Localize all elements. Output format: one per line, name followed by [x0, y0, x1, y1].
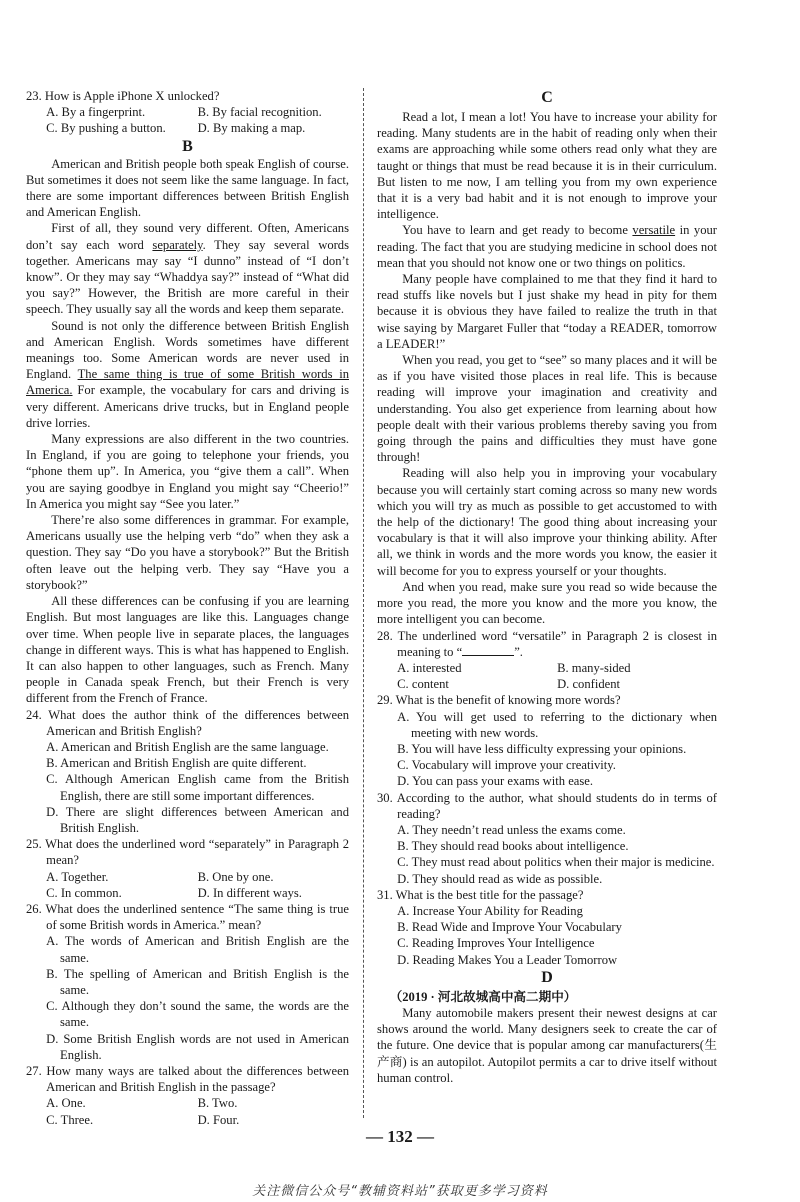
text-run: ”. — [514, 644, 523, 659]
option-d: D. You can pass your exams with ease. — [397, 774, 594, 789]
passage-paragraph: There’re also some differences in grammar. For example, Americans usually use the helping verb “do” when they ask a question. They say “Do you have a storybook?” But the British often leave out the helping verb. They say “Have you a storybook?” — [26, 513, 349, 592]
passage-paragraph: American and British people both speak English of course. But sometimes it does not seem like the same language. In fact, there are some important differences between British English and American English. — [26, 156, 349, 220]
text-run: in your reading. The fact that you are studying medicine in school does not mean that you should not know one or two things on politics. — [377, 223, 717, 270]
option-c: C. Although American English came from the British English, there are still some important differences. — [46, 772, 349, 803]
option-d: D. In different ways. — [197, 885, 302, 900]
text-run: First of all, they sound very different. Often, Americans don’t say each word — [26, 221, 349, 252]
passage-paragraph — [26, 220, 349, 317]
question-stem: 31. What is the best title for the passage? — [377, 887, 584, 902]
option-b: B. You will have less difficulty expressing your opinions. — [397, 741, 687, 756]
passage-b — [26, 156, 349, 707]
question-stem: 23. How is Apple iPhone X unlocked? — [26, 89, 220, 103]
option-b: B. Two. — [197, 1096, 238, 1111]
text-run: For example, the vocabulary for cars and driving is very different. Americans drive trucks, but in England people drive lorries. — [26, 383, 349, 430]
section-heading-b: B — [182, 137, 193, 155]
passage-paragraph — [26, 318, 349, 431]
option-b: B. many-sided — [557, 660, 631, 675]
passage-paragraph: All these differences can be confusing if you are learning English. But most languages are like this. Languages change over time. When people live in separate places, the languages change in different ways. This is what has happened to English. It can also happen to other languages, such as French. Many people in Canada speak French, but their French is very different from the French of France. — [26, 594, 349, 706]
option-d: D. confident — [557, 677, 621, 692]
passage-paragraph: Many automobile makers present their newest designs at car shows around the world. Many designers seek to create the car of the future. One device that is popular among car manufacturers(生产商) is an autopilot. Autopilot permits a car to drive itself without human control. — [377, 1005, 717, 1085]
option-c: C. Reading Improves Your Intelligence — [397, 936, 595, 951]
passage-paragraph: And when you read, make sure you read so wide because the more you read, the more you know and the more you know, the more intelligent you can become. — [377, 579, 717, 627]
question-24 — [26, 707, 349, 837]
text-run: Sound is not only the difference between British English and American English. Words sometimes have different meanings too. Some American words are never used in England. — [26, 318, 349, 382]
option-grid — [26, 1095, 349, 1127]
option-c: C. They must read about politics when their major is medicine. — [397, 855, 715, 870]
question-stem: 26. What does the underlined sentence “The same thing is true of some British words in America.” mean? — [26, 901, 349, 933]
left-column — [26, 88, 349, 1128]
option-a: A. The words of American and British English are the same. — [46, 934, 349, 965]
answer-blank — [462, 644, 514, 656]
question-25 — [26, 836, 349, 901]
option-c: C. Vocabulary will improve your creativity. — [397, 758, 616, 773]
section-heading-d: D — [541, 968, 553, 986]
option-a: A. You will get used to referring to the dictionary when meeting with new words. — [397, 709, 717, 740]
passage-paragraph: When you read, you get to “see” so many places and it will be as if you have visited those places in real life. This is because reading will improve your imagination and creativity and understanding. You also get experience from learning about how people dealt with their various problems thereby saving you from going through the pains and difficulties they must have gone through! — [377, 353, 717, 465]
option-a: A. They needn’t read unless the exams come. — [397, 822, 626, 837]
question-23 — [26, 88, 349, 137]
option-b: B. They should read books about intelligence. — [397, 839, 629, 854]
option-a: A. One. — [46, 1096, 86, 1111]
option-c: C. Although they don’t sound the same, the words are the same. — [46, 999, 349, 1030]
passage-paragraph: Many people have complained to me that they find it hard to read stuffs like novels but I just shake my head in pity for them because it is obvious they have failed to realize the truth in that wise saying by Margaret Fuller that “today a READER, tomorrow a LEADER!” — [377, 272, 717, 351]
question-27 — [26, 1063, 349, 1128]
option-c: C. By pushing a button. — [46, 121, 166, 136]
option-d: D. Reading Makes You a Leader Tomorrow — [397, 952, 618, 967]
option-grid — [26, 104, 349, 136]
option-b: B. One by one. — [197, 869, 274, 884]
question-29 — [377, 692, 717, 789]
underlined-sentence: The same thing is true of some British words in America. — [26, 367, 349, 398]
question-stem: 30. According to the author, what should students do in terms of reading? — [377, 790, 717, 821]
question-stem — [377, 628, 717, 660]
option-grid — [26, 869, 349, 901]
text-run: You have to learn and get ready to become — [402, 223, 633, 238]
option-c: C. content — [397, 677, 449, 692]
underlined-word: versatile — [632, 223, 676, 238]
question-30 — [377, 790, 717, 887]
question-31 — [377, 887, 717, 968]
option-a: A. interested — [397, 660, 462, 675]
question-26 — [26, 901, 349, 1063]
option-a: A. Together. — [46, 869, 109, 884]
question-stem: 27. How many ways are talked about the differences between American and British English in the passage? — [26, 1063, 349, 1095]
option-c: C. In common. — [46, 885, 122, 900]
option-b: B. By facial recognition. — [197, 105, 322, 120]
underlined-word: separately — [152, 237, 203, 252]
option-d: D. Four. — [197, 1112, 240, 1127]
option-d: D. They should read as wide as possible. — [397, 871, 603, 886]
option-b: B. The spelling of American and British English is the same. — [46, 966, 349, 997]
option-a: A. Increase Your Ability for Reading — [397, 903, 583, 918]
passage-paragraph: Many expressions are also different in the two countries. In England, if you are going to telephone your friends, you “phone them up”. In America, you “give them a call”. When you are saying goodbye in England you might say “Cheerio!” In America you might say “See you later.” — [26, 432, 349, 511]
option-a: A. By a fingerprint. — [46, 105, 146, 120]
option-d: D. Some British English words are not used in American English. — [46, 1031, 349, 1062]
question-stem: 24. What does the author think of the differences between American and British English? — [26, 707, 349, 738]
option-d: D. By making a map. — [197, 121, 306, 136]
right-column — [377, 88, 717, 1086]
page-number: — 132 — — [366, 1127, 434, 1146]
text-run: 28. The underlined word “versatile” in Paragraph 2 is closest in meaning to “ — [377, 628, 717, 659]
passage-paragraph: Reading will also help you in improving your vocabulary because you will certainly start coming across so many new words which you will try as much as possible to get accustomed to with the help of the dictionary! The good thing about increasing your vocabulary is that it will also improve your thinking ability. After all, we think in words and the more words you know, the easier it will become for you to express yourself or your thoughts. — [377, 466, 717, 578]
question-stem: 25. What does the underlined word “separately” in Paragraph 2 mean? — [26, 837, 349, 868]
option-a: A. American and British English are the same language. — [46, 739, 329, 754]
passage-c — [377, 109, 717, 628]
question-28 — [377, 628, 717, 693]
passage-d — [377, 1005, 717, 1086]
passage-paragraph: Read a lot, I mean a lot! You have to increase your ability for reading. Many students are in the habit of reading only when their exams are approaching while some others read only what they are taught or things that must be read because it is in their curriculum. But listen to me now, I am telling you from my own experience that it is a very bad habit and it is not enough to improve your intelligence. — [377, 110, 717, 222]
column-divider — [363, 88, 364, 1118]
passage-paragraph — [377, 222, 717, 271]
option-d: D. There are slight differences between American and British English. — [46, 804, 349, 835]
option-b: B. American and British English are quite different. — [46, 756, 307, 771]
source-label: （2019 · 河北故城高中高二期中） — [389, 989, 577, 1004]
option-grid — [377, 660, 717, 692]
option-b: B. Read Wide and Improve Your Vocabulary — [397, 920, 622, 935]
text-run: . They say several words together. Americans may say “I dunno” instead of “I don’t know”. Or they may say “Whaddya say?” instead of “What did you say?” However, the British are more careful in their speech. They usually say all the words and keep them separate. — [26, 237, 350, 317]
option-c: C. Three. — [46, 1112, 94, 1127]
question-stem: 29. What is the benefit of knowing more words? — [377, 693, 621, 708]
section-heading-c: C — [541, 89, 553, 106]
footer-note: 关注微信公众号“教辅资料站”获取更多学习资料 — [252, 1184, 548, 1199]
